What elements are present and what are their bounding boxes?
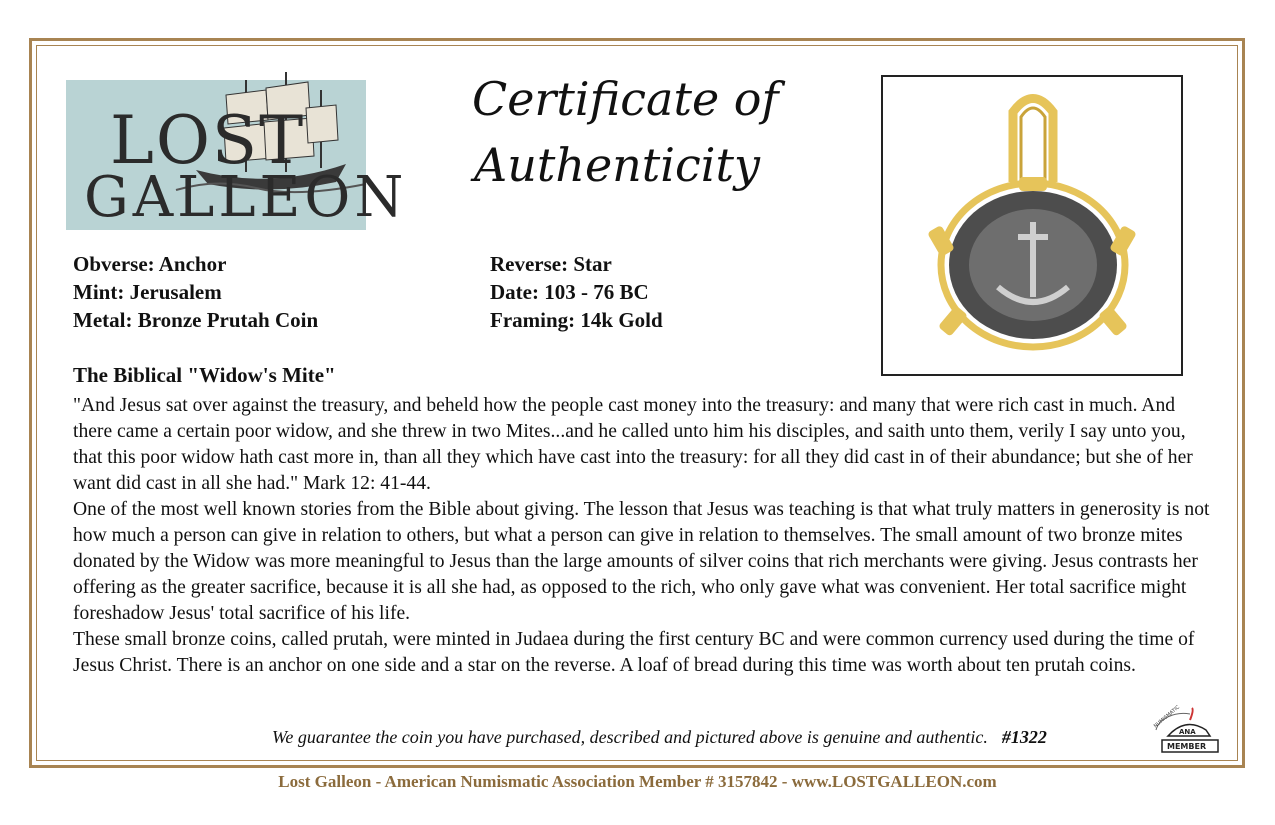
- footer-line: Lost Galleon - American Numismatic Association Member # 3157842 - www.LOSTGALLEON.com: [278, 772, 997, 791]
- mint-field: Mint: Jerusalem: [73, 280, 222, 304]
- guarantee-statement: [272, 727, 1047, 748]
- title-line-2: Authenticity: [474, 138, 760, 192]
- section-heading: The Biblical "Widow's Mite": [73, 363, 336, 387]
- member-text: MEMBER: [1167, 742, 1207, 751]
- logo-text-galleon: GALLEON: [84, 165, 408, 230]
- ana-ring-text: NUMISMATIC: [1152, 704, 1181, 730]
- ana-member-badge: [1150, 704, 1225, 763]
- description-body: [73, 393, 1213, 679]
- guarantee-text: We guarantee the coin you have purchased, described and pictured above is genuine and authentic.: [272, 727, 988, 747]
- metal-field: Metal: Bronze Prutah Coin: [73, 308, 319, 332]
- ana-text: ANA: [1179, 728, 1196, 736]
- lost-galleon-logo: [66, 80, 408, 230]
- title-line-1: Certificate of: [472, 72, 779, 126]
- paragraph-history: These small bronze coins, called prutah, were minted in Judaea during the first century BC and were common currency used during the time of Jesus Christ. There is an anchor on one side and a star on the reverse. A loaf of bread during this time was worth about ten prutah coins.: [73, 629, 1195, 676]
- coin-pendant-photo: [881, 75, 1183, 376]
- certificate-title: [472, 66, 792, 198]
- coin-pendant-image: [883, 77, 1181, 374]
- obverse-field: Obverse: Anchor: [73, 252, 227, 276]
- reverse-field: Reverse: Star: [490, 252, 612, 276]
- framing-field: Framing: 14k Gold: [490, 308, 663, 332]
- paragraph-lesson: One of the most well known stories from the Bible about giving. The lesson that Jesus was teaching is that what truly matters in generosity is not how much a person can give in relation to others, but what a person can give in relation to themselves. The small amount of two bronze mites donated by the Widow was more meaningful to Jesus than the large amounts of silver coins that rich merchants were giving. Jesus contrasts her offering as the greater sacrifice, because it is all she had, as opposed to the rich, who only gave what was convenient. Her total sacrifice might foreshadow Jesus' total sacrifice of his life.: [73, 499, 1210, 624]
- certificate-number: #1322: [1001, 727, 1047, 747]
- date-field: Date: 103 - 76 BC: [490, 280, 649, 304]
- logo-text-lost: LOST: [110, 102, 306, 179]
- paragraph-scripture: "And Jesus sat over against the treasury, and beheld how the people cast money into the treasury: and many that were rich cast in much. And there came a certain poor widow, and she threw in two Mites...and he called unto him his disciples, and saith unto them, verily I say unto you, that this poor widow hath cast more in, than all they which have cast into the treasury: for all they did cast in of their abundance; but she of her want did cast in all she had." Mark 12: 41-44.: [73, 395, 1193, 494]
